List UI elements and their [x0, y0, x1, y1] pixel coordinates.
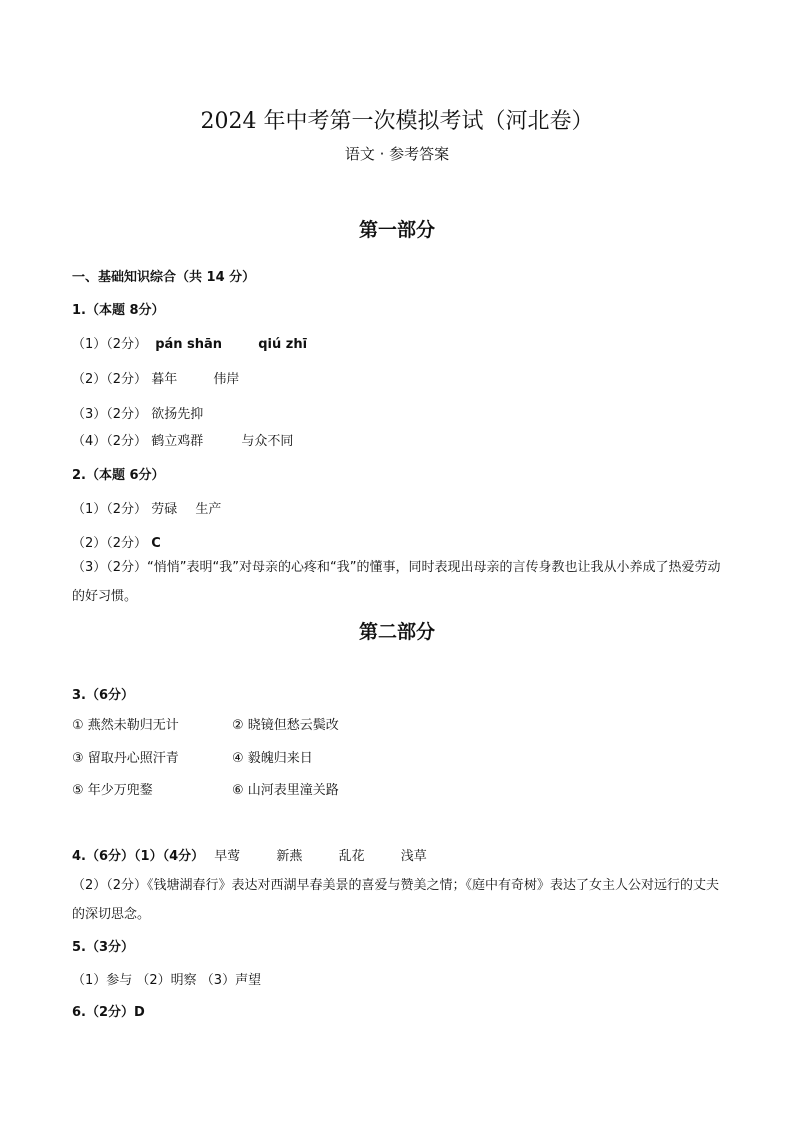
part1-heading: 第一部分: [358, 219, 435, 241]
q2-label: 2.（本题 6分）: [72, 468, 165, 483]
section1-title: 一、基础知识综合（共 14 分）: [72, 270, 256, 285]
q4-line-1: [72, 845, 427, 864]
q1-a1-value-2: qiú zhī: [258, 337, 308, 352]
q3-label: 3.（6分）: [72, 688, 135, 703]
q1-a4-value-1: 鹤立鸡群: [151, 434, 204, 449]
q3-item-4: ④ 毅魄归来日: [232, 751, 313, 766]
q2-a2-prefix: （2）（2分）: [72, 536, 148, 551]
q2-answer-1: [72, 498, 221, 517]
q1-answer-3: [72, 403, 203, 422]
q5-label: 5.（3分）: [72, 940, 135, 955]
q2-a1-prefix: （1）（2分）: [72, 502, 148, 517]
q2-a2-value-1: C: [151, 536, 161, 551]
q2-answer-3: （3）（2分）“悄悄”表明“我”对母亲的心疼和“我”的懂事，同时表现出母亲的言传身教也让我从小养成了热爱劳动的好习惯。: [72, 560, 721, 604]
part2-heading: 第二部分: [358, 621, 435, 643]
q1-a2-prefix: （2）（2分）: [72, 372, 148, 387]
q1-a1-prefix: （1）（2分）: [72, 337, 148, 352]
page-subtitle: 语文 · 参考答案: [344, 145, 450, 163]
q4-word-1: 早莺: [214, 849, 241, 864]
q2-a1-value-2: 生产: [195, 502, 222, 517]
q1-a2-value-2: 伟岸: [213, 372, 240, 387]
q1-a4-prefix: （4）（2分）: [72, 434, 148, 449]
q1-answer-2: [72, 368, 239, 387]
q3-item-1: ① 燕然未勒归无计: [72, 718, 179, 733]
q3-item-2: ② 晓镜但愁云鬓改: [232, 718, 339, 733]
q2-a1-value-1: 劳碌: [151, 502, 178, 517]
page-title: 2024 年中考第一次模拟考试（河北卷）: [200, 109, 594, 134]
q1-a1-value-1: pán shān: [155, 337, 223, 352]
q4-word-2: 新燕: [276, 849, 303, 864]
q3-item-6: ⑥ 山河表里潼关路: [232, 783, 339, 798]
q5-answer: （1）参与 （2）明察 （3）声望: [72, 973, 262, 988]
q1-a3-value-1: 欲扬先抑: [151, 407, 204, 422]
q3-item-5: ⑤ 年少万兜鍪: [72, 783, 153, 798]
q1-answer-4: [72, 430, 293, 449]
q4-answer-2: （2）（2分）《钱塘湖春行》表达对西湖早春美景的喜爱与赞美之情；《庭中有奇树》表达了女主人公对远行的丈夫的深切思念。: [72, 878, 720, 922]
q1-answer-1: [72, 333, 307, 352]
q1-a2-value-1: 暮年: [151, 372, 178, 387]
q2-answer-2: [72, 532, 161, 551]
q1-a4-value-2: 与众不同: [241, 434, 294, 449]
q4-label: 4.（6分）（1）（4分）: [72, 849, 205, 864]
q1-a3-prefix: （3）（2分）: [72, 407, 148, 422]
q3-item-3: ③ 留取丹心照汗青: [72, 751, 179, 766]
q6-label: 6.（2分）D: [72, 1005, 145, 1020]
q1-label: 1.（本题 8分）: [72, 303, 165, 318]
q4-word-3: 乱花: [338, 849, 365, 864]
q4-word-4: 浅草: [400, 849, 427, 864]
